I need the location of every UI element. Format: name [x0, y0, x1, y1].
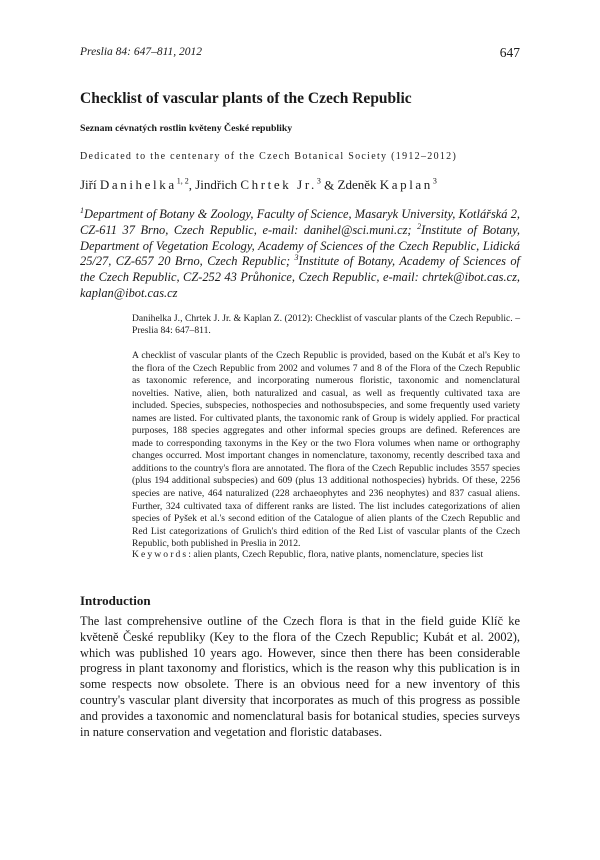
author-3 — [338, 177, 437, 192]
affiliation-1: Department of Botany & Zoology, Faculty of Science, Masaryk University, Kotlářská 2, CZ-611 37 Brno, Czech Republic, e-mail: danihel@sci.muni.cz; — [80, 207, 520, 237]
author-given-name: Jindřich — [195, 177, 241, 193]
journal-reference: Preslia 84: 647–811, 2012 — [80, 46, 203, 58]
dedication: Dedicated to the centenary of the Czech Botanical Society (1912–2012) — [80, 151, 458, 162]
article-title: Checklist of vascular plants of the Czech Republic — [80, 90, 412, 107]
citation: Danihelka J., Chrtek J. Jr. & Kaplan Z. (2012): Checklist of vascular plants of the Czech Republic. – Preslia 84: 647–811. — [132, 313, 520, 337]
author-2 — [195, 177, 321, 192]
author-given-name: Zdeněk — [337, 177, 380, 193]
author-surname: Chrtek Jr. — [240, 177, 317, 193]
author-affiliation-marker: 3 — [432, 177, 437, 186]
affiliation-marker: 2 — [417, 221, 422, 231]
author-1 — [80, 177, 189, 192]
introduction-paragraph: The last comprehensive outline of the Czech flora is that in the field guide Klíč ke květeně České republiky (Key to the flora of the Czech Republic; Kubát et al. 2002), which was published 10 years ago. However, since then there has been considerable progress in plant taxonomy and floristics, which is the reason why this publication is in some respects now obsolete. There is an obvious need for a new inventory of this country's vascular plant diversity that incorporates as much of this progress as possible and provides a taxonomic and nomenclatural basis for botanical studies, species surveys in nature conservation and vegetation and floristic databases. — [80, 614, 520, 739]
author-given-name: Jiří — [80, 177, 100, 193]
author-separator: & — [320, 177, 338, 193]
affiliations — [80, 207, 520, 302]
affiliation-marker: 3 — [294, 253, 299, 263]
author-separator: , — [188, 177, 196, 193]
article-subtitle-czech: Seznam cévnatých rostlin květeny České republiky — [80, 123, 293, 134]
author-surname: Kaplan — [379, 177, 433, 193]
author-affiliation-marker: 1, 2 — [176, 177, 189, 186]
page-number: 647 — [499, 45, 520, 60]
author-list — [80, 177, 520, 193]
abstract: A checklist of vascular plants of the Czech Republic is provided, based on the Kubát et al's Key to the flora of the Czech Republic from 2002 and volumes 7 and 8 of the Flora of the Czech Republic as taxonomic reference, and incorporating numerous floristic, taxonomic and nomenclatural novelties. Native, alien, both naturalized and casual, as well as frequently cultivated taxa are included. Species, subspecies, nothospecies and nothosubspecies, and some frequently used variety names are listed. For cultivated plants, the taxonomic rank of Group is widely applied. For practical purposes, 188 species aggregates and other informal species groups are defined. References are made to corresponding taxonyms in the Key or the two Flora volumes when name or orthography changes occurred. Most important changes in nomenclature, taxonomy, recently described taxa and additions to the country's flora are annotated. The flora of the Czech Republic includes 3557 species (plus 194 additional subspecies) and 609 (plus 13 additional nothospecies) hybrids. Of these, 2256 species are native, 464 naturalized (228 archaeophytes and 236 neophytes) and 837 casual aliens. Further, 324 cultivated taxa of different ranks are listed. The list includes categorizations of alien species of Pyšek et al.'s second edition of the Catalogue of alien plants of the Czech Republic and Red List categorizations of Grulich's third edition of the Red List of vascular plants of the Czech Republic, both published in Preslia in 2012. — [132, 350, 520, 550]
affiliation-3: Institute of Botany, Academy of Sciences of the Czech Republic, CZ-252 43 Průhonice, Czech Republic, e-mail: chrtek@ibot.cas.cz, kaplan@ibot.cas.cz — [80, 254, 520, 300]
keywords-list: alien plants, Czech Republic, flora, native plants, nomenclature, species list — [193, 549, 484, 560]
affiliation-2: Institute of Botany, Department of Vegetation Ecology, Academy of Sciences of the Czech Republic, Lidická 25/27, CZ-657 20 Brno, Czech Republic; — [80, 222, 520, 269]
author-surname: Danihelka — [99, 177, 177, 193]
keywords: Keywords: alien plants, Czech Republic, flora, native plants, nomenclature, species list — [132, 549, 484, 560]
author-affiliation-marker: 3 — [316, 177, 321, 186]
keywords-label: Keywords — [132, 549, 189, 560]
running-head — [80, 46, 520, 62]
affiliation-marker: 1 — [80, 205, 84, 215]
section-heading-introduction: Introduction — [80, 593, 151, 608]
